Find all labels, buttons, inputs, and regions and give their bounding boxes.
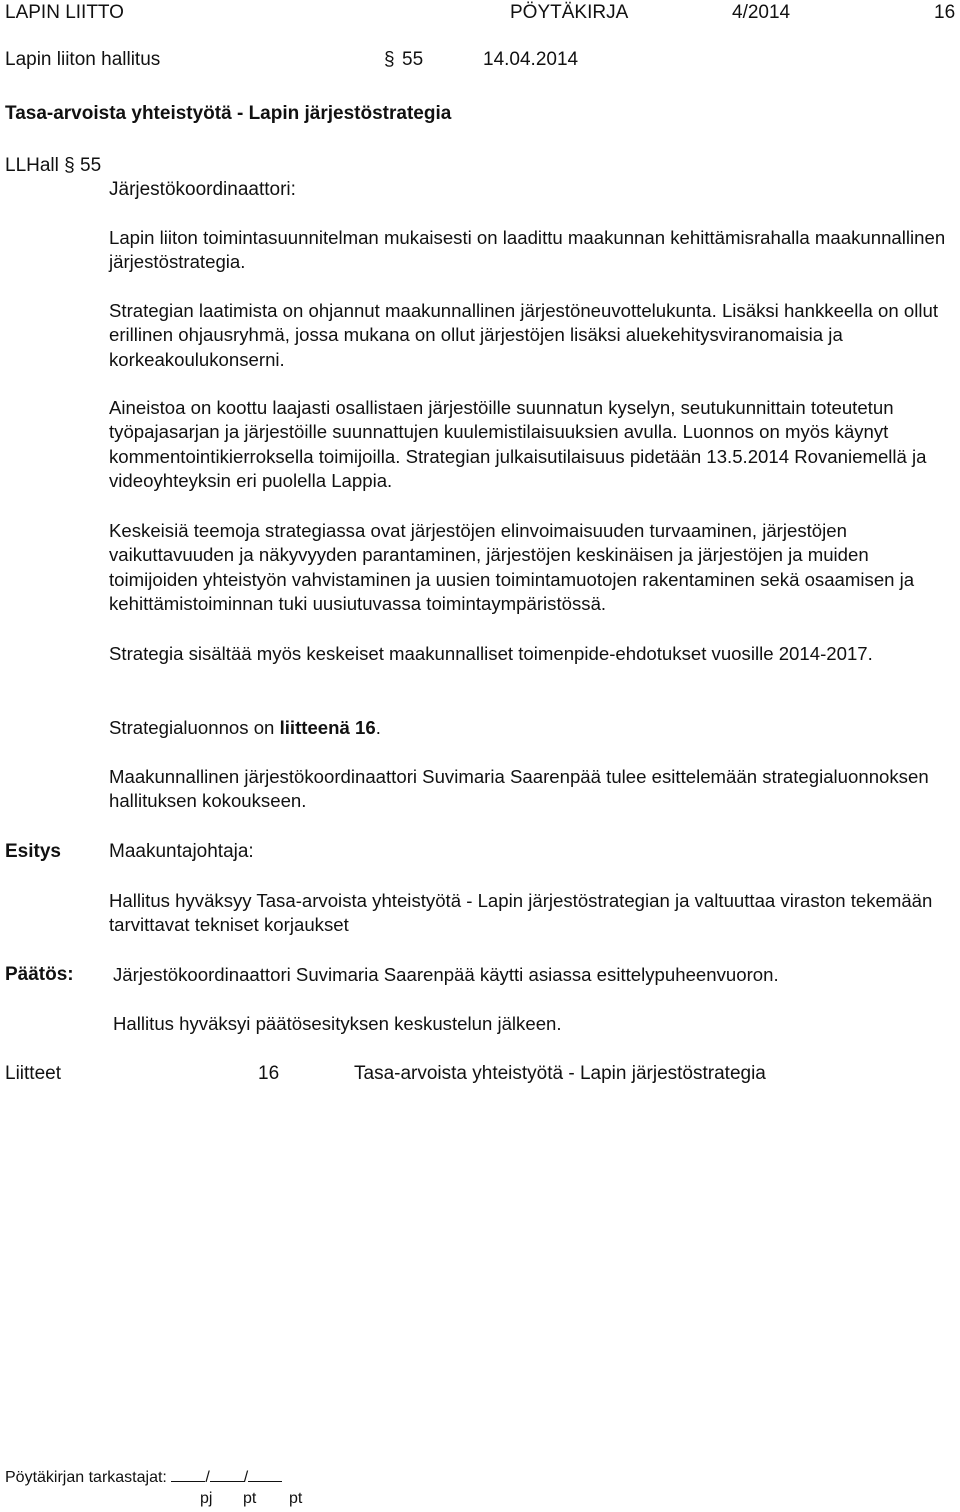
footer-inspectors	[5, 1467, 282, 1488]
paatos-label: Päätös:	[5, 964, 74, 985]
paragraph-1: Lapin liiton toimintasuunnitelman mukaisesti on laadittu maakunnan kehittämisrahalla maakunnallinen järjestöstrategia.	[109, 227, 946, 273]
paragraph-2: Strategian laatimista on ohjannut maakunnallinen järjestöneuvottelukunta. Lisäksi hankkeella on ollut erillinen ohjausryhmä, jossa mukana on ollut järjestöjen lisäksi aluekehitysviranomaisia ja korkeakoulukonserni.	[109, 300, 938, 370]
section-ref-symbol: §	[64, 155, 75, 176]
footer-slash-2: /	[243, 1469, 249, 1486]
attachment-note-text: Strategialuonnos on	[109, 717, 280, 738]
paragraph-3: Aineistoa on koottu laajasti osallistaen järjestöille suunnatun kyselyn, seutukunnittain toteutetun työpajasarjan ja järjestöille suunnattujen kuulemistilaisuuksien avulla. Luonnos on myös käynyt kommentointikierroksella toimijoilla. Strategian julkaisutilaisuus pidetään 13.5.2014 Rovaniemellä ja videoyhteyksin eri puolella Lappia.	[109, 397, 927, 492]
section-ref	[5, 154, 101, 178]
paragraph-4: Keskeisiä teemoja strategiassa ovat järjestöjen elinvoimaisuuden turvaaminen, järjestöjen vaikuttavuuden ja näkyvyyden parantaminen, järjestöjen keskinäisen ja järjestöjen ja muiden toimijoiden yhteistyön vahvistaminen ja uusien toimintamuotojen rakentaminen sekä osaamisen ja kehittämistoiminnan tuki uusiutuvassa toimintaympäristössä.	[109, 520, 915, 615]
attachment-note-bold: liitteenä 16	[279, 717, 376, 738]
footer-initial-pt-2: pt	[289, 1490, 303, 1507]
footer-label: Pöytäkirjan tarkastajat:	[5, 1469, 167, 1486]
liitteet-title: Tasa-arvoista yhteistyötä - Lapin järjestöstrategia	[354, 1063, 766, 1084]
paragraph-5: Strategia sisältää myös keskeiset maakunnalliset toimenpide-ehdotukset vuosille 2014-2017.	[109, 643, 873, 664]
attachment-note-end: .	[375, 717, 381, 738]
presenter-note: Maakunnallinen järjestökoordinaattori Suvimaria Saarenpää tulee esittelemään strategialuonnoksen hallituksen kokoukseen.	[109, 766, 929, 812]
doc-number: 4/2014	[732, 2, 791, 23]
attachment-note	[109, 716, 954, 740]
footer-initial-pt-1: pt	[243, 1490, 257, 1507]
signature-line-1	[171, 1467, 205, 1482]
footer-initial-pj: pj	[200, 1490, 213, 1507]
section-symbol: §	[384, 49, 395, 70]
paatos-text-2: Hallitus hyväksyi päätösesityksen keskustelun jälkeen.	[113, 1013, 562, 1034]
section-ref-number: 55	[80, 155, 102, 176]
meeting-date: 14.04.2014	[483, 49, 579, 70]
meeting-body: Lapin liiton hallitus	[5, 49, 161, 70]
paatos-text-1: Järjestökoordinaattori Suvimaria Saarenpää käytti asiassa esittelypuheenvuoron.	[113, 964, 779, 985]
signature-line-2	[210, 1467, 244, 1482]
liitteet-label: Liitteet	[5, 1063, 61, 1084]
signature-line-3	[248, 1467, 282, 1482]
page-title: Tasa-arvoista yhteistyötä - Lapin järjestöstrategia	[5, 103, 452, 124]
footer-slash-1: /	[205, 1469, 210, 1486]
esitys-text: Hallitus hyväksyy Tasa-arvoista yhteistyötä - Lapin järjestöstrategian ja valtuuttaa viraston tekemään tarvittavat tekniset korjaukset	[109, 890, 933, 936]
org-name: LAPIN LIITTO	[5, 2, 124, 23]
liitteet-number: 16	[258, 1063, 280, 1084]
esitys-presenter: Maakuntajohtaja:	[109, 841, 254, 862]
section-number: 55	[402, 49, 424, 70]
presenter-label: Järjestökoordinaattori:	[109, 179, 296, 200]
section-ref-prefix: LLHall	[5, 155, 59, 176]
doc-type: PÖYTÄKIRJA	[510, 2, 629, 23]
page-number: 16	[934, 2, 956, 23]
esitys-label: Esitys	[5, 841, 61, 862]
